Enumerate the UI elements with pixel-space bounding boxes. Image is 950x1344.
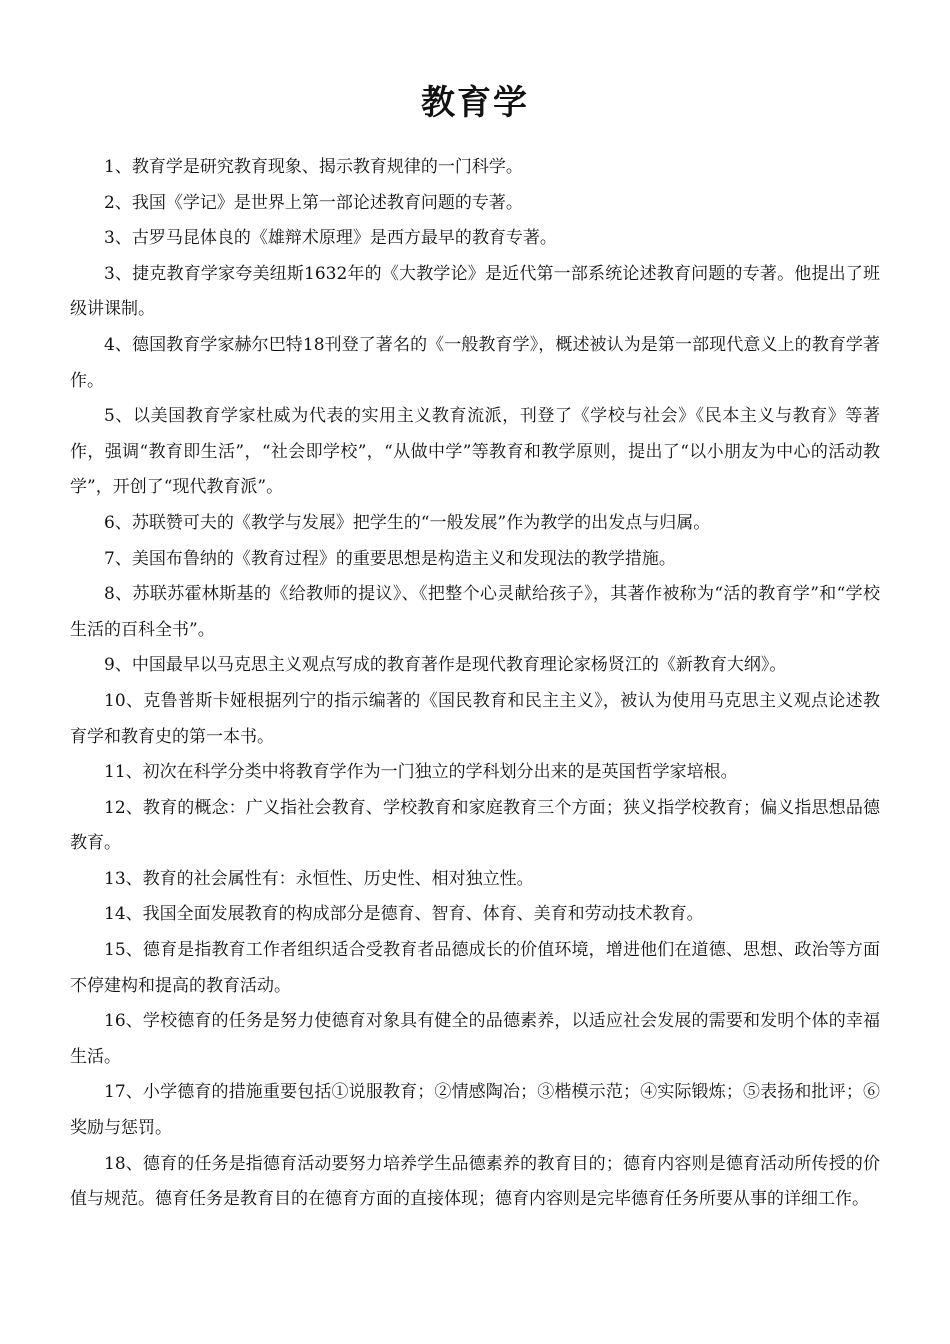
paragraph-13: 12、教育的概念：广义指社会教育、学校教育和家庭教育三个方面；狭义指学校教育；偏义指思想品德教育。 xyxy=(70,797,880,854)
paragraph-14: 13、教育的社会属性有：永恒性、历史性、相对独立性。 xyxy=(104,868,534,889)
paragraph-7: 6、苏联赞可夫的《教学与发展》把学生的“一般发展”作为教学的出发点与归属。 xyxy=(104,512,711,533)
paragraph-19: 18、德育的任务是指德育活动要努力培养学生品德素养的教育目的；德育内容则是德育活动所传授的价值与规范。德育任务是教育目的在德育方面的直接体现；德育内容则是完毕德育任务所要从事的详细工作。 xyxy=(70,1153,880,1210)
paragraph-17: 16、学校德育的任务是努力使德育对象具有健全的品德素养，以适应社会发展的需要和发明个体的幸福生活。 xyxy=(70,1011,880,1067)
page-title: 教育学 xyxy=(421,83,529,123)
paragraph-6: 5、以美国教育学家杜威为代表的实用主义教育流派，刊登了《学校与社会》《民本主义与教育》等著作，强调“教育即生活”，“社会即学校”，“从做中学”等教育和教学原则，提出了“以小朋友为中心的活动教学”，开创了“现代教育派”。 xyxy=(70,406,880,498)
paragraph-5: 4、德国教育学家赫尔巴特18刊登了著名的《一般教育学》，概述被认为是第一部现代意义上的教育学著作。 xyxy=(70,334,880,391)
paragraph-8: 7、美国布鲁纳的《教育过程》的重要思想是构造主义和发现法的教学措施。 xyxy=(104,548,676,569)
paragraph-10: 9、中国最早以马克思主义观点写成的教育著作是现代教育理论家杨贤江的《新教育大纲》。 xyxy=(104,655,787,676)
paragraph-9: 8、苏联苏霍林斯基的《给教师的提议》、《把整个心灵献给孩子》，其著作被称为“活的教育学”和“学校生活的百科全书”。 xyxy=(70,584,880,640)
paragraph-11: 10、克鲁普斯卡娅根据列宁的指示编著的《国民教育和民主主义》，被认为使用马克思主义观点论述教育学和教育史的第一本书。 xyxy=(70,690,880,747)
paragraph-12: 11、初次在科学分类中将教育学作为一门独立的学科划分出来的是英国哲学家培根。 xyxy=(104,762,738,783)
paragraph-list xyxy=(70,150,880,1218)
paragraph-16: 15、德育是指教育工作者组织适合受教育者品德成长的价值环境，增进他们在道德、思想、政治等方面不停建构和提高的教育活动。 xyxy=(70,940,880,996)
paragraph-4: 3、捷克教育学家夸美纽斯1632年的《大教学论》是近代第一部系统论述教育问题的专著。他提出了班级讲课制。 xyxy=(70,263,880,320)
paragraph-15: 14、我国全面发展教育的构成部分是德育、智育、体育、美育和劳动技术教育。 xyxy=(104,904,704,925)
paragraph-2: 2、我国《学记》是世界上第一部论述教育问题的专著。 xyxy=(104,192,523,213)
paragraph-3: 3、古罗马昆体良的《雄辩术原理》是西方最早的教育专著。 xyxy=(104,228,557,249)
paragraph-1: 1、教育学是研究教育现象、揭示教育规律的一门科学。 xyxy=(104,157,523,177)
paragraph-18: 17、小学德育的措施重要包括①说服教育；②情感陶冶；③楷模示范；④实际锻炼；⑤表扬和批评；⑥奖励与惩罚。 xyxy=(70,1082,880,1139)
